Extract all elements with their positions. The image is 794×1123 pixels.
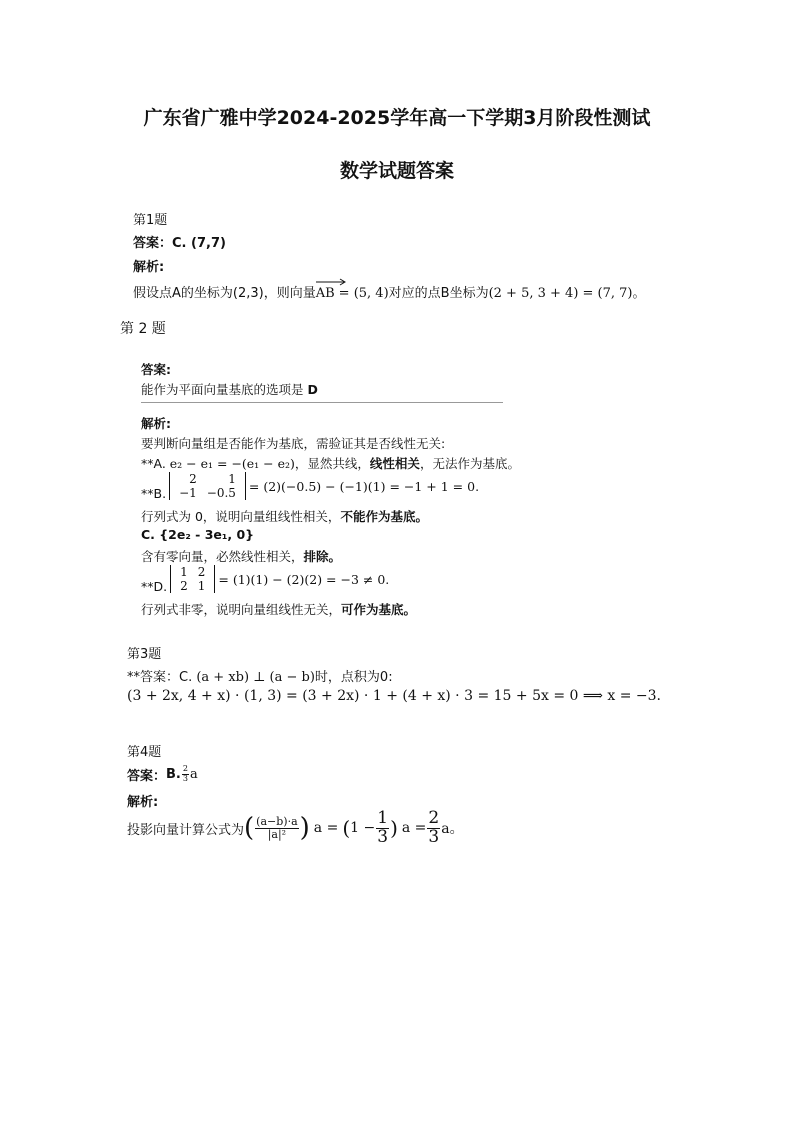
q1-text-b: = (5, 4) [338,286,389,301]
q1-text-e: 。 [632,286,646,301]
matrix-cell: 2 [189,472,197,486]
q2-a-math: e₂ − e₁ = −(e₁ − e₂) [169,456,295,471]
q3-heading: 第3题 [127,647,162,662]
q4-paren-close: ) [390,816,398,840]
q2-option-b [141,469,479,503]
q3-line1-math: (a + xb) ⊥ (a − b) [196,670,315,685]
q2-b-prefix: **B. [141,486,167,501]
q4-heading: 第4题 [127,745,162,760]
fraction-numerator: 1 [377,807,389,828]
matrix-cell: 2 [180,579,188,593]
q4-mid1: a = [313,820,339,836]
paren-open: ( [244,813,255,843]
vector-arrow-icon [316,278,346,286]
q4-answer-prefix: B. [166,766,181,782]
q2-b-line-bold: 不能作为基底。 [340,509,428,524]
q4-fraction-two-thirds [427,807,440,847]
q2-d-determinant [170,565,215,593]
doc-title: 广东省广雅中学2024-2025学年高一下学期3月阶段性测试 [143,107,651,129]
q4-analysis-text [127,807,464,847]
q2-c-heading: C. {2e₂ - 3e₁, 0} [141,527,255,542]
q2-answer-line [141,380,318,398]
q1-analysis-label: 解析: [133,260,165,275]
fraction-denominator: |a|² [267,827,287,841]
q4-text-a: 投影向量计算公式为 [127,822,245,838]
q1-text-d: (2 + 5, 3 + 4) = (7, 7) [488,286,633,301]
q2-d-line-bold: 可作为基底。 [341,602,417,617]
q1-answer-label: 答案： [133,236,173,251]
q4-projection-fraction [255,816,298,840]
q2-a-prefix: **A. [141,456,170,471]
matrix-cell: 1 [228,472,236,486]
q2-analysis-label: 解析: [141,416,171,431]
q2-d-conclusion [141,600,416,618]
q2-a-text1: ，显然共线， [294,456,370,471]
q2-heading: 第 2 题 [120,321,166,337]
fraction-numerator: (a−b)·a [256,814,298,828]
q2-c-bold: 排除。 [303,549,342,564]
q2-answer-label: 答案: [141,362,171,377]
q3-line1-suffix: 时，点积为0: [314,670,393,685]
q4-answer-label: 答案： [127,768,167,784]
q1-answer-value: C. (7,7) [172,236,226,251]
doc-subtitle: 数学试题答案 [339,160,454,182]
q2-b-line-text: 行列式为 0，说明向量组线性相关， [141,509,341,524]
q4-answer-fraction [182,765,189,783]
q3-line1-prefix: **答案：C. [127,670,197,685]
matrix-cell: 1 [180,565,188,579]
q1-text-c: 对应的点B坐标为 [388,286,489,301]
paren-close: ) [299,813,310,843]
q1-vector-label: AB [315,286,335,301]
q4-answer-var: a [190,766,198,782]
q2-d-prefix: **D. [141,579,168,594]
q2-d-math: = (1)(1) − (2)(2) = −3 ≠ 0. [218,571,390,587]
fraction-denominator: 3 [377,826,389,847]
q1-text-a: 假设点A的坐标为(2,3)，则向量 [133,286,316,301]
q4-analysis-label: 解析: [127,795,159,810]
q2-option-d [141,562,389,596]
q4-paren-open: ( [342,816,351,840]
q2-c-text: 含有零向量，必然线性相关， [141,549,304,564]
q1-answer [133,232,226,251]
q4-answer [127,761,198,787]
q1-analysis-text [133,282,646,301]
q4-mid2: 1 − [350,820,376,836]
matrix-cell: 1 [197,579,206,593]
q2-intro: 要判断向量组是否能作为基底，需验证其是否线性无关: [141,436,446,451]
matrix-cell: 2 [197,565,206,579]
q1-heading: 第1题 [133,213,168,228]
q4-fraction-one-third [376,807,389,847]
q2-answer-value: D [307,382,318,397]
q4-end: a。 [441,821,464,837]
fraction-denominator: 3 [428,826,440,847]
fraction-denominator: 3 [182,773,188,783]
matrix-cell: −1 [179,486,197,500]
q4-mid3: a = [401,820,427,836]
matrix-cell: −0.5 [206,486,236,500]
q2-a-text2: ，无法作为基底。 [419,456,520,471]
q2-answer-text: 能作为平面向量基底的选项是 [141,382,308,397]
q1-vector [316,286,335,301]
fraction-numerator: 2 [428,807,440,828]
q3-line2: (3 + 2x, 4 + x) · (1, 3) = (3 + 2x) · 1 + (4 + x) · 3 = 15 + 5x = 0 ⟹ x = −3. [127,688,661,704]
q2-a-bold: 线性相关 [369,456,420,471]
q2-b-conclusion [141,507,428,525]
fraction-numerator: 2 [182,764,188,774]
q2-d-line-text: 行列式非零，说明向量组线性无关， [141,602,342,617]
q2-b-determinant [169,472,246,500]
q2-b-math: = (2)(−0.5) − (−1)(1) = −1 + 1 = 0. [248,478,480,494]
divider [141,402,503,403]
q3-line1 [127,666,393,685]
